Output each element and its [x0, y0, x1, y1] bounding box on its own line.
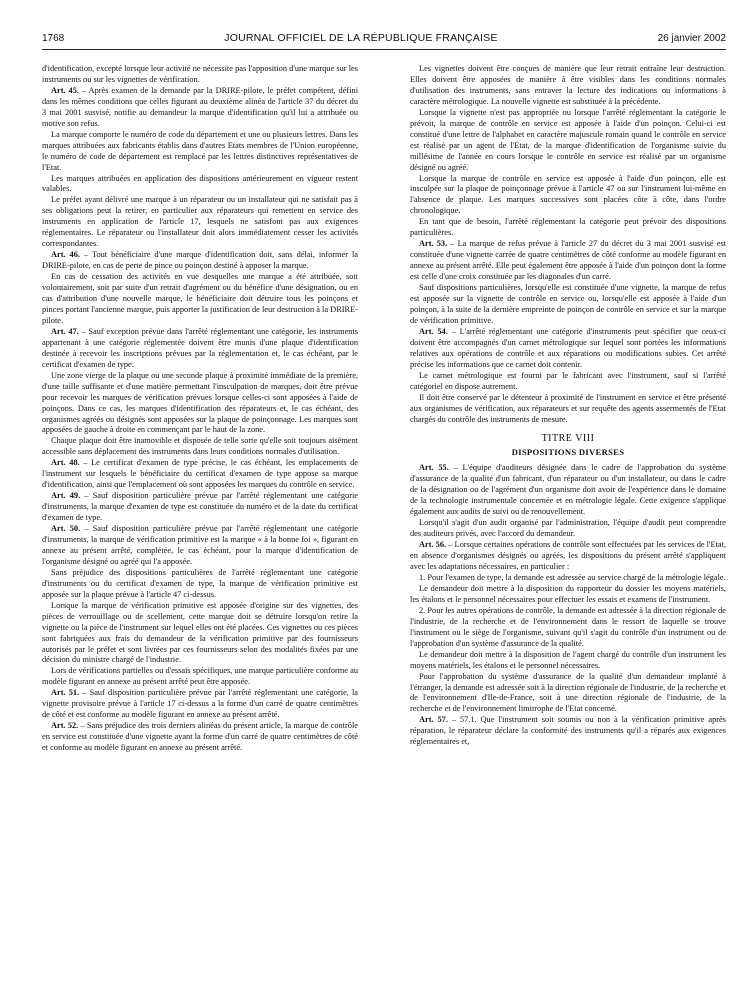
paragraph: En cas de cessation des activités en vue desquelles une marque a été attribuée, soit volontairement, soit par suite d'un retrait d'agrément ou du bénéfice d'une désignation, ou en cas d'attribution d'une nouvelle marque, le bénéficiaire doit détruire tous les poinçons et pinces portant l'ancienne marque, puis apporter la justification de leur destruction à la DRIRE-pilote. — [42, 272, 358, 325]
article-label: Art. 56. — [419, 540, 447, 550]
article-label: Art. 48. — [51, 458, 80, 468]
article-label: Art. 49. — [51, 491, 81, 501]
paragraph: Une zone vierge de la plaque ou une seconde plaque à proximité immédiate de la première, d'une taille suffisante et d'une matière permettant l'insculpation de marques, doit être prévue pour recevoir les marques de vérification prévues lorsque celles-ci sont apposées à l'aide de poinçons. Dans ce cas, les marques d'identification des réparateurs et, le cas échéant, des organismes agréés ou désignés sont apposées sur la plaque de poinçonnage. Les marques sont apposées de gauche à droite en commençant par le haut de la zone. — [42, 370, 358, 435]
paragraph: Les vignettes doivent être conçues de manière que leur retrait entraîne leur destruction. Elles doivent être apposées de manière à être visibles dans les conditions normales d'utilisation des instruments, sans entraver la lecture des indications ou informations à caractère métrologique. La nouvelle vignette est substituée à la précédente. — [410, 64, 726, 106]
paragraph: La marque comporte le numéro de code du département et une ou plusieurs lettres. Dans les marques attribuées aux fabricants établis dans d'autres Etats membres de l'Union européenne, le numéro de code de département est remplacé par les lettres distinctives représentatives de l'Etat. — [42, 129, 358, 172]
article-label: Art. 52. — [51, 721, 79, 731]
article-label: Art. 55. — [419, 463, 449, 473]
paragraph: Chaque plaque doit être inamovible et disposée de telle sorte qu'elle soit toujours aisément accessible sans déplacement des instruments dans leurs conditions normales d'utilisation. — [42, 436, 358, 457]
body-columns — [42, 64, 726, 754]
article-text: – Lorsque certaines opérations de contrôle sont effectuées par les services de l'Etat, en absence d'organismes désignés ou agréés, les dispositions du présent arrêté s'appliquent avec les adaptations nécessaires, en particulier : — [410, 540, 726, 572]
paragraph: Lors de vérifications partielles ou d'essais spécifiques, une marque particulière conforme au modèle figurant en annexe au présent arrêté peut être apposée. — [42, 666, 358, 687]
paragraph: 1. Pour l'examen de type, la demande est adressée au service chargé de la métrologie légale. — [419, 572, 726, 582]
left-column — [42, 64, 358, 754]
right-column — [410, 64, 726, 754]
issue-date: 26 janvier 2002 — [657, 33, 726, 44]
article-55 — [410, 463, 726, 518]
article-text: – Sauf exception prévue dans l'arrêté réglementant une catégorie, les instruments appartenant à une catégorie réglementée doivent être munis d'une plaque d'identification destinée à recevoir les inscriptions prévues par la réglementation et, le cas échéant, par le certificat d'examen de type. — [42, 326, 359, 369]
article-text: – La marque de refus prévue à l'article 27 du décret du 3 mai 2001 susvisé est constituée d'une vignette carrée de quatre centimètres de côté conforme au modèle figurant en annexe au présent arrêté. Elle peut également être apposée à l'aide d'un poinçon dont la forme est celle d'une croix constituée par les diagonales d'un carré. — [410, 239, 727, 282]
paragraph: En tant que de besoin, l'arrêté réglementant la catégorie peut prévoir des dispositions particulières. — [410, 217, 726, 238]
article-57 — [410, 715, 726, 748]
paragraph: Sauf dispositions particulières, lorsqu'elle est constituée d'une vignette, la marque de refus est apposée sur la vignette de contrôle en service ou, lorsqu'elle est apposée à l'aide d'un poinçon, à la suite de la dernière empreinte de poinçon de contrôle en service et sur la marque de vérification primitive. — [410, 283, 726, 325]
paragraph: d'identification, excepté lorsque leur activité ne nécessite pas l'apposition d'une marque sur les instruments ou sur les vignettes de vérification. — [42, 64, 358, 84]
article-label: Art. 57. — [419, 715, 448, 725]
article-text: – Le certificat d'examen de type précise, le cas échéant, les emplacements de l'instrument sur lesquels le bénéficiaire du certificat d'examen de type appose sa marque d'identification, ainsi que l'emplacement où sont apposées les marques du contrôle en service. — [42, 458, 358, 490]
article-text: – Sauf disposition particulière prévue par l'arrêté réglementant une catégorie, la vignette provisoire prévue à l'article 17 ci-dessus a la forme d'un carré de quatre centimètres de côté et est conforme au modèle figurant en annexe au présent arrêté. — [42, 688, 359, 720]
article-text: – Sauf disposition particulière prévue par l'arrêté réglementant une catégorie d'instruments, la marque de vérification primitive est la marque « à la bonne foi », figurant en annexe au présent arrêté, complétée, le cas échéant, pour la marque d'identification de l'organisme désigné ou agréé qui l'a apposée. — [42, 524, 358, 566]
page-header — [42, 32, 726, 50]
paragraph: Sans préjudice des dispositions particulières de l'arrêté réglementant une catégorie d'instruments ou du certificat d'examen de type, la marque de vérification primitive est apposée sur la plaque prévue à l'article 47 ci-dessus. — [42, 567, 358, 599]
article-label: Art. 50. — [51, 524, 81, 534]
article-49 — [42, 491, 358, 524]
article-47 — [42, 327, 358, 371]
paragraph: Le demandeur doit mettre à la disposition de l'agent chargé du contrôle d'un instrument les moyens matériels, les étalons et le personnel nécessaires. — [410, 649, 726, 670]
paragraph: Le demandeur doit mettre à la disposition du rapporteur du dossier les moyens matériels, les étalons et le personnel nécessaires pour effectuer les essais et examens de l'instrument. — [410, 583, 726, 604]
article-45 — [42, 86, 358, 130]
article-text: – Sauf disposition particulière prévue par l'arrêté réglementant une catégorie d'instruments, la marque d'examen de type est constituée du numéro et de la date du certificat d'examen de type. — [42, 491, 358, 523]
section-title: TITRE VIII — [541, 433, 595, 445]
article-51 — [42, 688, 358, 721]
article-56 — [410, 540, 726, 573]
article-label: Art. 45. — [51, 85, 79, 95]
paragraph: Les marques attribuées en application des dispositions antérieurement en vigueur restent valables. — [42, 173, 358, 194]
article-text: – 57.1. Que l'instrument soit soumis ou non à la vérification primitive après réparation, le réparateur déclare la conformité des instruments qu'il a réparés aux exigences réglementaires et, — [410, 715, 726, 747]
article-label: Art. 54. — [419, 326, 448, 336]
page-number: 1768 — [42, 33, 65, 44]
article-46 — [42, 250, 358, 272]
article-50 — [42, 524, 358, 568]
paragraph: Il doit être conservé par le détenteur à proximité de l'instrument en service et être présenté aux organismes de vérification, aux réparateurs et sur requête des agents assermentés de l'Etat chargés du contrôle des instruments de mesure. — [410, 392, 726, 424]
paragraph: Lorsque la vignette n'est pas appropriée ou lorsque l'arrêté réglementant la catégorie le prévoit, la marque de contrôle en service est apposée à l'aide d'un poinçon. Celui-ci est constitué d'une lettre de l'alphabet en caractère majuscule romain quand le contrôle en service est réalisé par un agent de l'Etat, de la marque d'identification de l'organisme suivie du millésime de l'année en cours lorsque le contrôle en service est réalisé par un organisme désigné ou agréé. — [410, 107, 726, 172]
article-text: – L'équipe d'auditeurs désignée dans le cadre de l'approbation du système d'assurance de la qualité d'un fabricant, d'un réparateur ou d'un installateur, ou dans le cadre de la désignation ou de l'agrément d'un organisme doit avoir de l'expérience dans le domaine de la technologie instrumentale concernée et en métrologie légale. Cette exigence s'applique également aux audits de suivi ou de renouvellement. — [410, 463, 727, 517]
article-label: Art. 51. — [51, 688, 80, 698]
article-53 — [410, 239, 726, 283]
paragraph: 2. Pour les autres opérations de contrôle, la demande est adressée à la direction régionale de l'industrie, de la recherche et de l'environnement dans le ressort de laquelle se trouve l'instrument ou le siège de l'organisme, suivant qu'il s'agit du contrôle d'un instrument ou de l'approbation d'un système d'assurance de la qualité. — [410, 605, 726, 648]
article-52 — [42, 721, 358, 754]
article-text: – L'arrêté réglementant une catégorie d'instruments peut spécifier que ceux-ci doivent être accompagnés d'un carnet métrologique sur lequel sont portées les informations relatives aux opérations de contrôle et aux réparations ou modifications subies. Cet arrêté précise les informations que ce carnet doit contenir. — [410, 326, 727, 369]
paragraph: Le préfet ayant délivré une marque à un réparateur ou un installateur qui ne satisfait pas à ses obligations peut la retirer, en particulier aux réparateurs qui remettent en service des instruments en application de l'article 17, lesquels ne satisfont pas aux exigences réglementaires. Le réparateur ou l'installateur doit alors immédiatement cesser les activités correspondantes. — [42, 195, 358, 249]
article-label: Art. 47. — [51, 326, 79, 336]
article-text: – Sans préjudice des trois derniers alinéas du présent article, la marque de contrôle en service est constituée d'une vignette ayant la forme d'un carré de quatre centimètres de côté et conforme au modèle figurant en annexe au présent arrêté. — [42, 721, 358, 753]
paragraph: Lorsqu'il s'agit d'un audit organisé par l'administration, l'équipe d'audit peut comprendre des auditeurs privés, avec l'accord du demandeur. — [410, 518, 726, 539]
article-text: – Après examen de la demande par la DRIRE-pilote, le préfet compétent, défini dans les mêmes conditions que celles figurant au deuxième alinéa de l'article 37 du décret du 3 mai 2001 susvisé, notifie au demandeur la marque d'identification qu'il lui a attribuée ou motive son refus. — [42, 85, 359, 128]
section-subtitle: DISPOSITIONS DIVERSES — [511, 447, 625, 458]
paragraph: Le carnet métrologique est fourni par le fabricant avec l'instrument, sauf si l'arrêté catégoriel en dispose autrement. — [410, 370, 726, 391]
article-54 — [410, 327, 726, 371]
paragraph: Lorsque la marque de contrôle en service est apposée à l'aide d'un poinçon, elle est insculpée sur la plaque de poinçonnage prévue à l'article 47 ou sur l'instrument lui-même en l'absence de plaque. Les marques successives sont placées côte à côte, dans l'ordre chronologique. — [410, 173, 726, 216]
article-48 — [42, 458, 358, 491]
article-text: – Tout bénéficiaire d'une marque d'identification doit, sans délai, informer la DRIRE-pilote, en cas de perte de pince ou poinçon destiné à apposer la marque. — [42, 250, 359, 271]
article-label: Art. 46. — [51, 250, 80, 260]
journal-title: JOURNAL OFFICIEL DE LA RÉPUBLIQUE FRANÇAISE — [224, 32, 498, 44]
article-label: Art. 53. — [419, 239, 448, 249]
paragraph: Lorsque la marque de vérification primitive est apposée d'origine sur des vignettes, des pièces de verrouillage ou de scellement, cette marque doit se détruire lorsqu'on retire la vignette ou la pièce de l'instrument sur lequel elles ont été placées. Ces vignettes ou ces pièces sont fabriquées aux frais du demandeur de la vérification primitive par des fournisseurs autorisés par le préfet et sont livrées par ces fournisseurs selon des modalités fixées par une décision du ministre chargé de l'industrie. — [42, 600, 358, 665]
paragraph: Pour l'approbation du système d'assurance de la qualité d'un demandeur implanté à l'étranger, la demande est adressée soit à la direction régionale de l'industrie, de la recherche et de l'environnement d'Ile-de-France, soit à une direction régionale de l'industrie, de la recherche et de l'environnement limitrophe de l'Etat concerné. — [410, 671, 726, 714]
